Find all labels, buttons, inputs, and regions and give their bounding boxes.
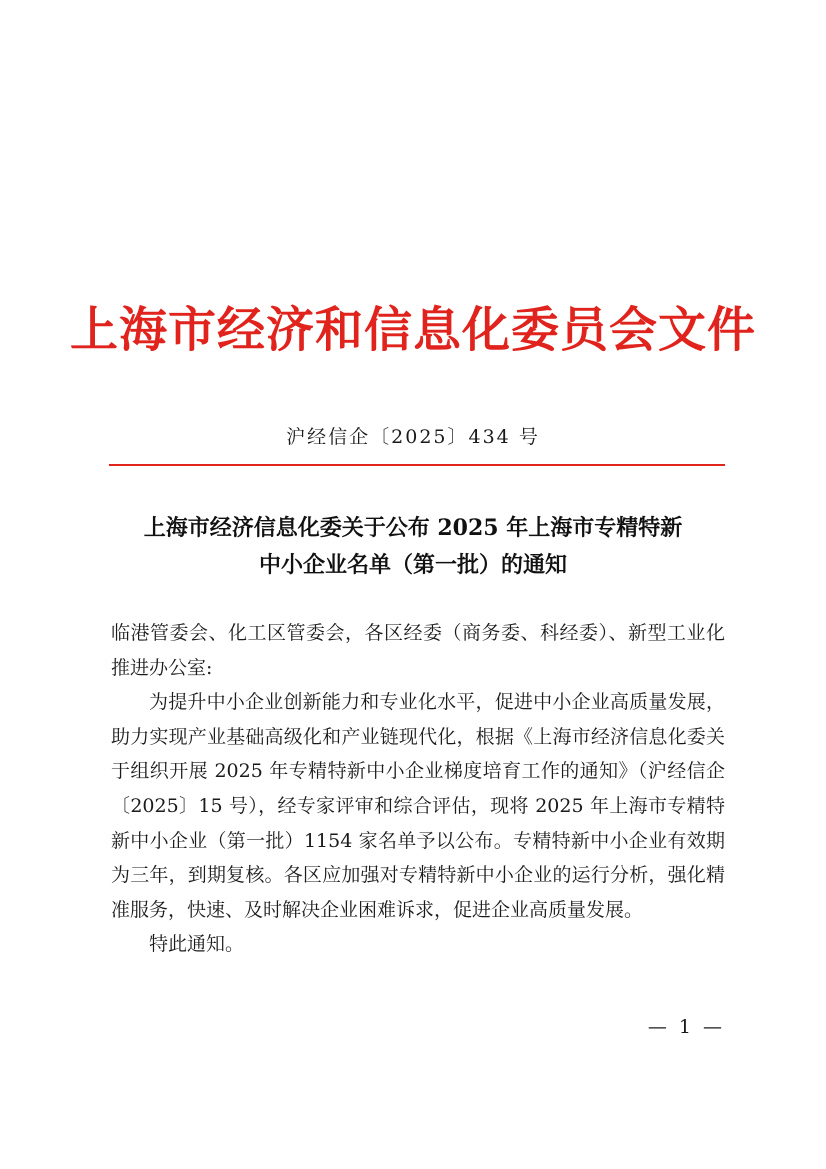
document-title-line-2: 中小企业名单（第一批）的通知 [258, 552, 567, 578]
closing-line: 特此通知。 [149, 933, 245, 956]
document-title [80, 510, 746, 584]
page-number: — 1 — [647, 1016, 725, 1038]
red-divider-line [109, 464, 725, 466]
issuer-masthead: 上海市经济和信息化委员会文件 [69, 302, 756, 358]
document-title-line-1: 上海市经济信息化委关于公布 2025 年上海市专精特新 [143, 515, 683, 541]
addressee: 临港管委会、化工区管委会，各区经委（商务委、科经委）、新型工业化推进办公室: [111, 622, 725, 679]
document-number: 沪经信企〔2025〕434 号 [286, 426, 540, 448]
body-paragraph: 为提升中小企业创新能力和专业化水平，促进中小企业高质量发展，助力实现产业基础高级化和产业链现代化，根据《上海市经济信息化委关于组织开展 2025 年专精特新中小企业梯度培育工作的通知》（沪经信企〔2025〕15 号），经专家评审和综合评估，现将 2025 年上海市专精特新中小企业（第一批）1154 家名单予以公布。专精特新中小企业有效期为三年，到期复核。各区应加强对专精特新中小企业的运行分析，强化精准服务，快速、及时解决企业困难诉求，促进企业高质量发展。 [111, 691, 725, 921]
document-body [111, 616, 725, 962]
